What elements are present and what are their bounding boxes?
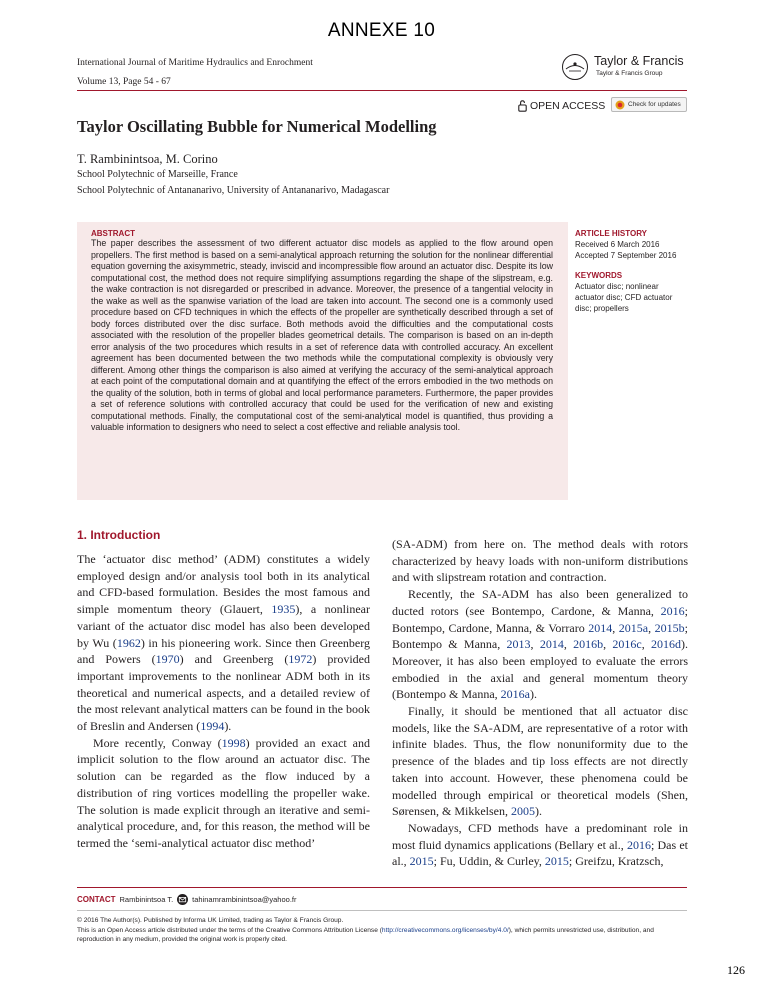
keywords-text: Actuator disc; nonlinear actuator disc; CFD actuator disc; propellers	[575, 282, 673, 313]
affiliation-2: School Polytechnic of Antananarivo, University of Antananarivo, Madagascar	[77, 185, 390, 196]
right-column	[392, 536, 688, 870]
citation-link[interactable]: 1994	[200, 719, 225, 734]
affiliation-1: School Polytechnic of Marseille, France	[77, 169, 238, 180]
copyright-notice	[77, 916, 689, 945]
contact-email[interactable]: tahinamrambinintsoa@yahoo.fr	[192, 895, 297, 904]
paragraph: (SA-ADM) from here on. The method deals with rotors characterized by heavy loads with non-uniform distributions and with slipstream rotation and contraction.	[392, 537, 688, 585]
citation-link[interactable]: 2016	[626, 837, 651, 852]
article-title: Taylor Oscillating Bubble for Numerical Modelling	[77, 117, 437, 136]
paragraph: More recently, Conway (1998) provided an exact and implicit solution to the flow around an actuator disc. The solution can be regarded as the flow induced by a distribution of ring vortices modelling the propeller wake. The solution is made explicit through an iterative and semi-analytical procedure, and, for this reason, the method will be termed the ‘semi-analytical actuator disc method’	[77, 735, 370, 850]
contact-name: Rambinintsoa T.	[119, 895, 174, 904]
citation-link[interactable]: 2015	[409, 854, 434, 869]
journal-name: International Journal of Maritime Hydraulics and Enrochment	[77, 58, 313, 68]
abstract-text: The paper describes the assessment of two different actuator disc models as applied to the flow around open propellers. The first method is based on a semi-analytical approach returning the solution for the nonlinear differential equation governing the axisymmetric, steady, inviscid and incompressible flow around an actuator disc. Despite its low computational cost, the method does not require simplifying assumptions regarding the shape of the slipstream, e.g. the wake contraction is not disregarded or prescribed in advance. Moreover, the presence of a tangential velocity in the wake as well as the spanwise variation of the load are taken into account. The second one is a commonly used procedure based on CFD techniques in which the effects of the propeller are synthetically described through a set of body forces distributed over the disc surface. Both methods avoid the difficulties and the computational costs associated with the resolution of the propeller blades geometrical details. The comparison is based on an in-depth error analysis of the two procedures which results in a set of reference data with controlled accuracy. An excellent agreement has been documented between the two methods while the computational complexity is obviously very different. Among other things the comparison is also aimed at verifying the accuracy of the semi-analytical approach at each point of the computational domain and at quantifying the effect of the errors embodied in the two methods on the quality of the solution, both in terms of global and local performance parameters. Furthermore, the paper provides a set of reference solutions with controlled accuracy that could be used for the verification of new and existing computational methods. Finally, the computational cost of the semi-analytical model is quantified, thus providing a valuable information to designers who need to select a cost effective and reliable analysis tool.	[91, 238, 553, 432]
citation-link[interactable]: 1962	[116, 635, 141, 650]
citation-link[interactable]: 1998	[221, 735, 246, 750]
citation-link[interactable]: 2015	[544, 854, 569, 869]
citation-link[interactable]: 1970	[155, 652, 180, 667]
citation-link[interactable]: 2005	[511, 804, 535, 819]
citation-link[interactable]: 2016c	[612, 637, 642, 652]
open-access-label: OPEN ACCESS	[530, 100, 606, 112]
section-heading-introduction: 1. Introduction	[77, 528, 161, 542]
check-updates-icon	[615, 100, 625, 110]
email-icon	[177, 894, 188, 905]
publisher-emblem-icon	[560, 52, 594, 86]
footer-divider	[77, 910, 687, 911]
citation-link[interactable]: 2015a	[618, 620, 649, 635]
accepted-date: Accepted 7 September 2016	[575, 251, 677, 260]
check-for-updates-label: Check for updates	[628, 101, 681, 108]
contact-label: CONTACT	[77, 895, 116, 904]
article-history-heading: ARTICLE HISTORY	[575, 229, 648, 238]
footer-rule	[77, 887, 687, 888]
citation-link[interactable]: 2016	[660, 603, 685, 618]
open-lock-icon	[518, 100, 527, 112]
paragraph: Finally, it should be mentioned that all actuator disc models, like the SA-ADM, are representative of a rotor with infinite blades. Thus, the flow nonuniformity due to the presence of the blades and tip loss effects are not directly taken into account. However, these phenomena could be modelled through empirical or theoretical models (Shen, Sørensen, & Mikkelsen, 2005).	[392, 704, 688, 819]
citation-link[interactable]: 1972	[288, 652, 313, 667]
citation-link[interactable]: 2016b	[573, 637, 604, 652]
copyright-line: © 2016 The Author(s). Published by Informa UK Limited, trading as Taylor & Francis Group.	[77, 917, 344, 924]
header-rule	[77, 90, 687, 91]
publisher-name: Taylor & Francis	[594, 54, 684, 68]
open-access-badge	[518, 100, 605, 112]
keywords-heading: KEYWORDS	[575, 271, 623, 280]
left-column	[77, 551, 370, 852]
paragraph: The ‘actuator disc method’ (ADM) constitutes a widely employed design and/or analysis tool both in its analytical and CFD-based formulation. Besides the most famous and simple momentum theory (Glauert, 1935), a nonlinear variant of the actuator disc model has also been developed by Wu (1962) in his pioneering work. Since then Greenberg and Powers (1970) and Greenberg (1972) provided important improvements to the nonlinear ADM both in its theoretical and numerical aspects, and a detailed review of the most relevant analytical matters can be found in the book of Breslin and Andersen (1994).	[77, 552, 371, 734]
citation-link[interactable]: 2016d	[651, 637, 682, 652]
paragraph: Nowadays, CFD methods have a predominant role in most fluid dynamics applications (Bellary et al., 2016; Das et al., 2015; Fu, Uddin, & Curley, 2015; Greifzu, Kratzsch,	[392, 820, 688, 869]
license-link[interactable]: http://creativecommons.org/licenses/by/4.0/	[381, 926, 509, 934]
citation-link[interactable]: 1935	[271, 602, 296, 617]
citation-link[interactable]: 2013	[506, 637, 531, 652]
volume-info: Volume 13, Page 54 - 67	[77, 77, 171, 87]
check-for-updates-button[interactable]	[611, 97, 687, 112]
citation-link[interactable]: 2014	[539, 637, 564, 652]
abstract-heading: ABSTRACT	[91, 229, 135, 238]
citation-link[interactable]: 2015b	[654, 620, 685, 635]
citation-link[interactable]: 2014	[588, 620, 613, 635]
contact-line	[77, 894, 297, 905]
citation-link[interactable]: 2016a	[500, 687, 530, 702]
annexe-label: ANNEXE 10	[327, 20, 436, 41]
publisher-group: Taylor & Francis Group	[596, 70, 663, 77]
page-number: 126	[727, 963, 745, 977]
paragraph: Recently, the SA-ADM has also been generalized to ducted rotors (see Bontempo, Cardone, & Manna, 2016; Bontempo, Cardone, Manna, & Vorraro 2014, 2015a, 2015b; Bontempo & Manna, 2013, 2014, 2016b, 2016c, 2016d). Moreover, it has also been employed to evaluate the errors embodied in the axial and general momentum theory (Bontempo & Manna, 2016a).	[392, 587, 689, 702]
received-date: Received 6 March 2016	[575, 240, 660, 249]
article-authors: T. Rambinintsoa, M. Corino	[77, 152, 218, 166]
license-line: This is an Open Access article distributed under the terms of the Creative Commons Attribution License (http://creativecommons.org/licenses/by/4.0/), which permits unrestricted use, distribution, and reproduction in any medium, provided the original work is properly cited.	[77, 926, 654, 944]
